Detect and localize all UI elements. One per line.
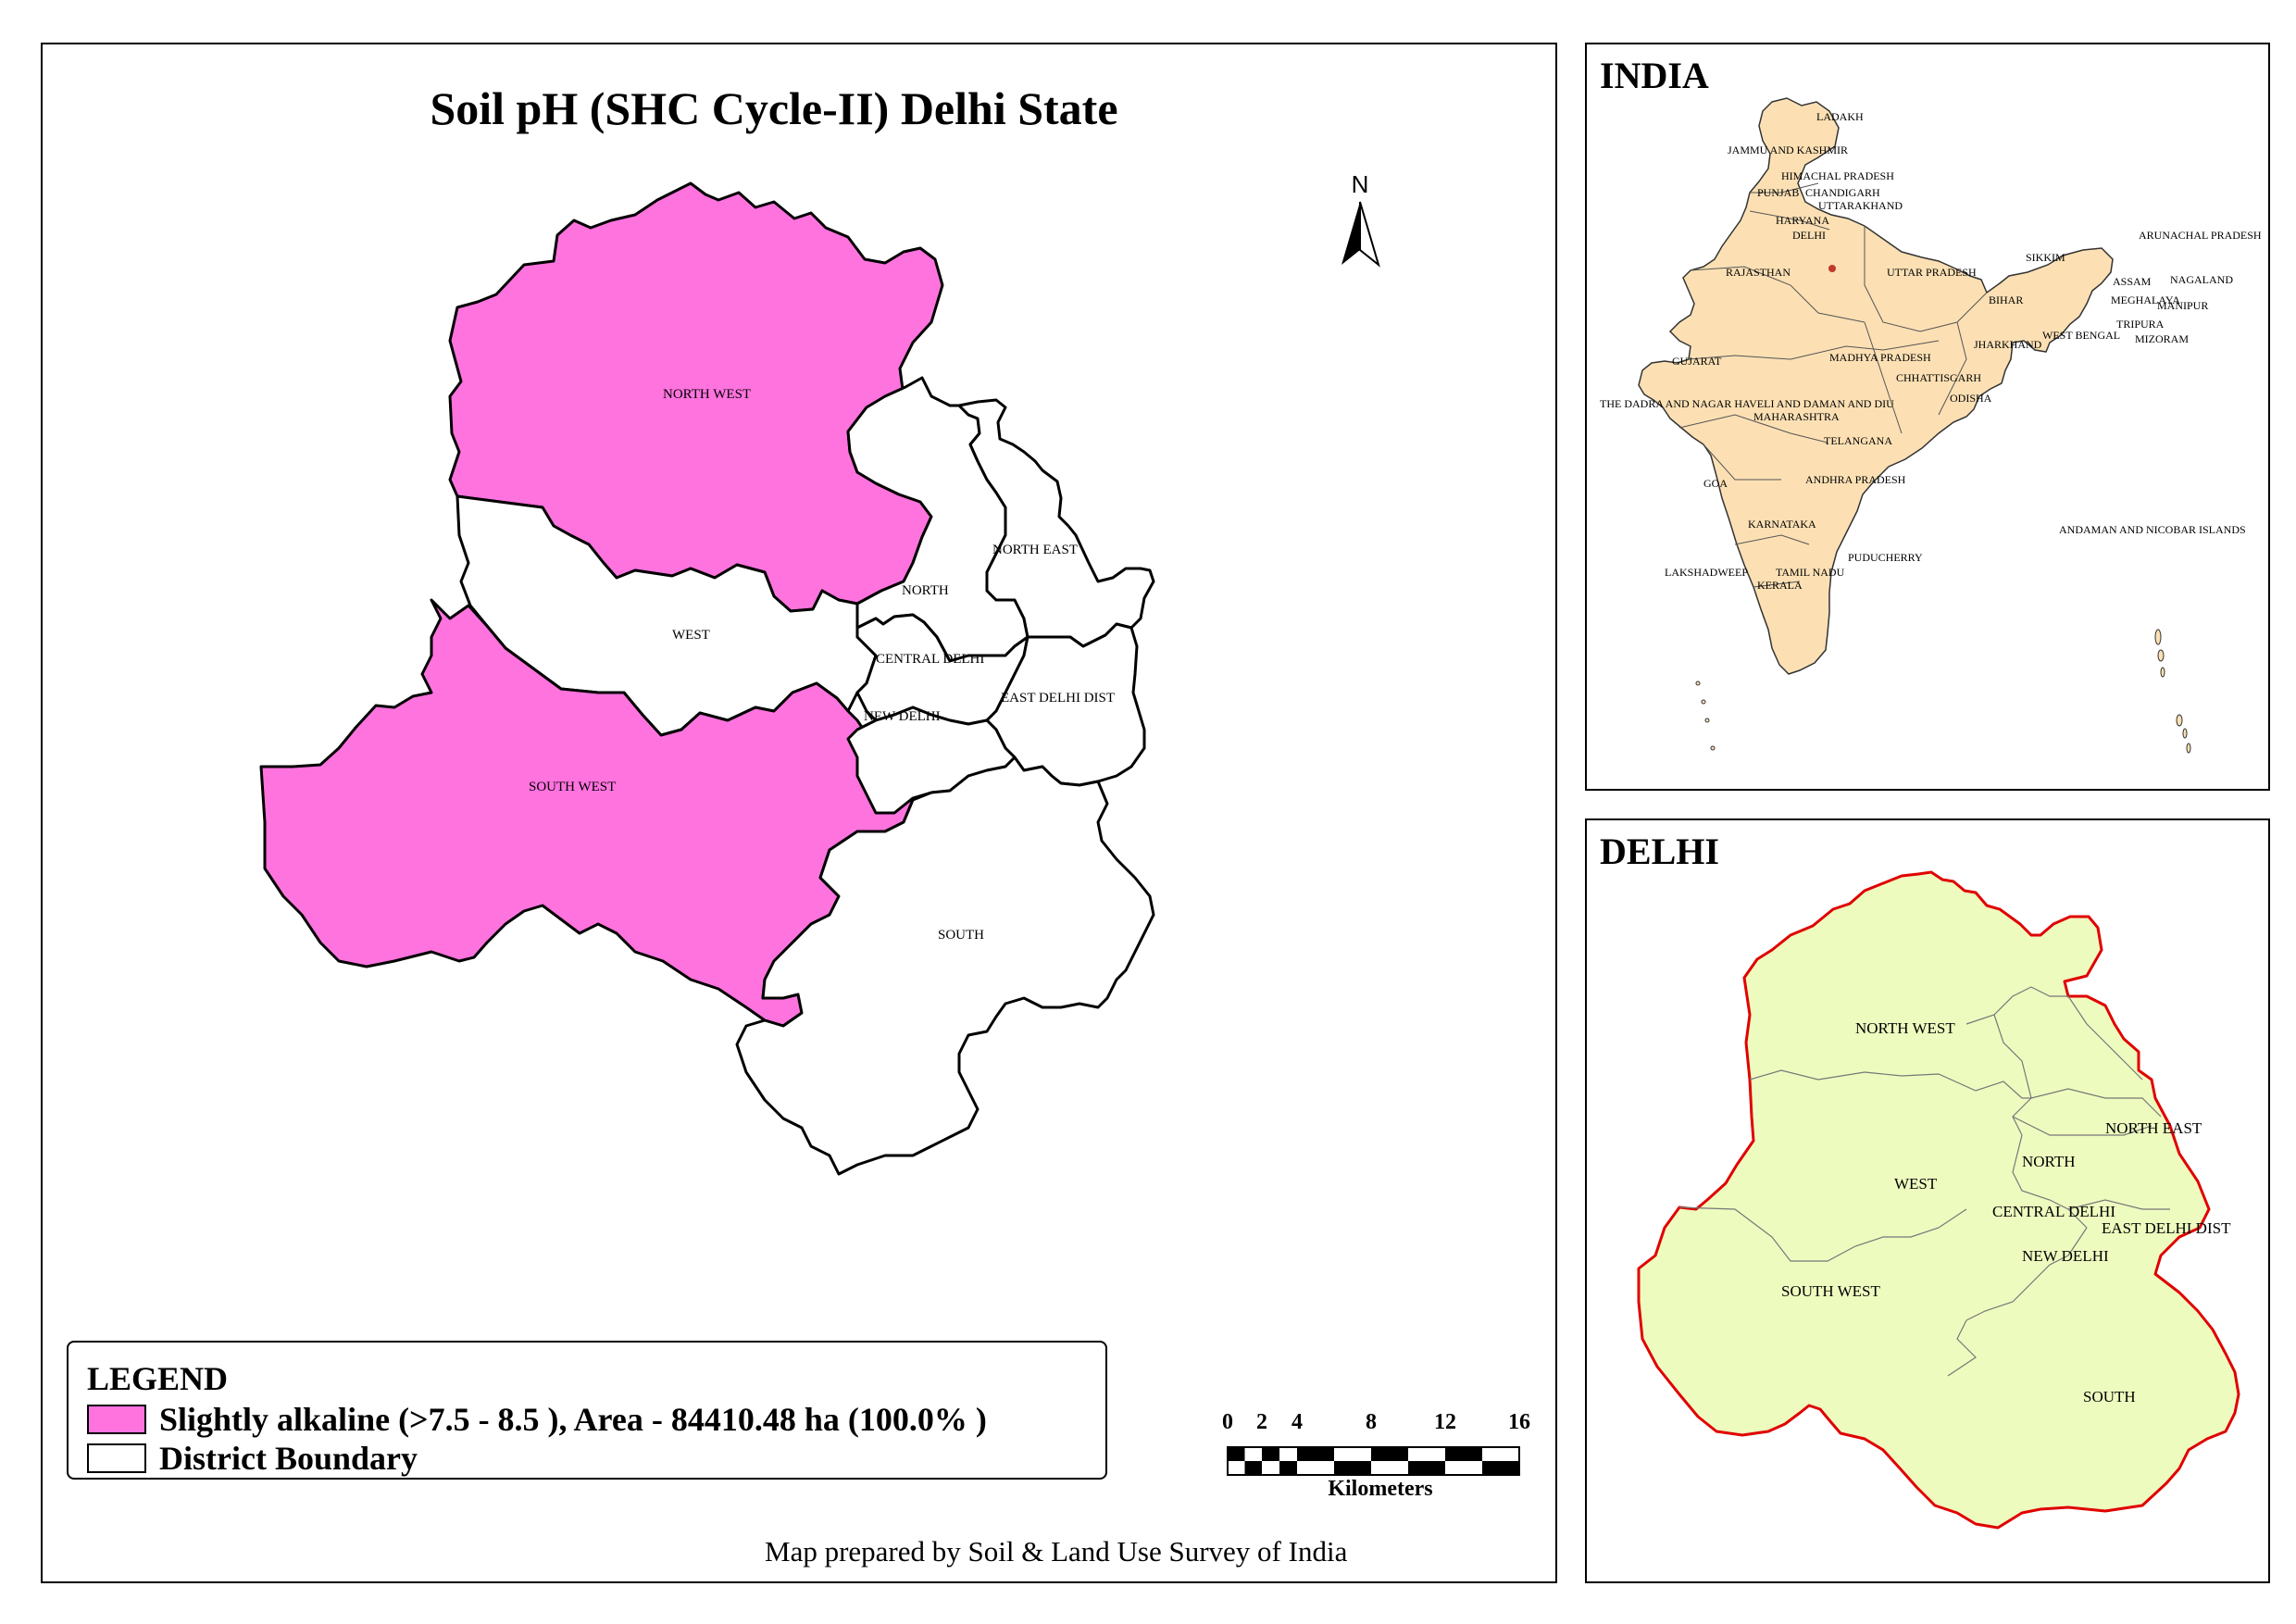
inset-label-east-delhi: EAST DELHI DIST [2102, 1219, 2231, 1237]
state-label-arunachal-pradesh: ARUNACHAL PRADESH [2139, 229, 2262, 242]
andaman-islands [2155, 630, 2190, 753]
map-credit: Map prepared by Soil & Land Use Survey of India [765, 1535, 1348, 1568]
delhi-inset-svg [1587, 820, 2272, 1585]
state-label-maharashtra: MAHARASHTRA [1753, 410, 1840, 423]
map-title: Soil pH (SHC Cycle-II) Delhi State [430, 82, 1118, 134]
state-label-delhi: DELHI [1792, 229, 1826, 242]
state-label-himachal-pradesh: HIMACHAL PRADESH [1781, 169, 1894, 182]
inset-label-central-delhi: CENTRAL DELHI [1992, 1203, 2115, 1220]
state-label-sikkim: SIKKIM [2026, 251, 2065, 264]
state-label-ladakh: LADAKH [1816, 110, 1864, 123]
label-east-delhi: EAST DELHI DIST [1001, 691, 1116, 706]
state-label-karnataka: KARNATAKA [1748, 518, 1816, 531]
inset-label-north-east: NORTH EAST [2105, 1119, 2202, 1137]
state-label-nagaland: NAGALAND [2170, 273, 2233, 286]
legend-swatch-white [87, 1443, 146, 1473]
delhi-marker-icon [1828, 265, 1836, 272]
state-label-jammu-and-kashmir: JAMMU AND KASHMIR [1728, 144, 1849, 156]
state-label-jharkhand: JHARKHAND [1974, 338, 2042, 351]
scale-tick-2: 2 [1256, 1410, 1267, 1434]
state-label-mizoram: MIZORAM [2135, 332, 2190, 345]
inset-label-north: NORTH [2022, 1153, 2076, 1170]
india-outline [1639, 98, 2113, 674]
state-label-uttar-pradesh: UTTAR PRADESH [1887, 266, 1977, 279]
state-label-puducherry: PUDUCHERRY [1848, 551, 1923, 564]
legend [67, 1341, 1107, 1480]
scale-bar [1222, 1410, 1538, 1501]
state-label-tamil-nadu: TAMIL NADU [1776, 566, 1845, 579]
north-label: N [1351, 170, 1369, 198]
legend-title: LEGEND [87, 1360, 229, 1397]
label-north-west: NORTH WEST [663, 387, 752, 402]
inset-label-west: WEST [1894, 1175, 1938, 1193]
state-label-tripura: TRIPURA [2116, 318, 2165, 331]
scale-unit-label: Kilometers [1328, 1477, 1433, 1501]
scale-tick-0: 0 [1222, 1410, 1233, 1434]
legend-label-slightly-alkaline: Slightly alkaline (>7.5 - 8.5 ), Area - 84410.48 ha (100.0% ) [159, 1401, 987, 1438]
state-label-andhra-pradesh: ANDHRA PRADESH [1805, 473, 1906, 486]
inset-label-south: SOUTH [2083, 1388, 2136, 1405]
scale-tick-4: 4 [1292, 1410, 1303, 1434]
state-label-chandigarh: CHANDIGARH [1805, 186, 1880, 199]
state-label-gujarat: GUJARAT [1672, 355, 1722, 368]
delhi-inset-frame [1585, 818, 2270, 1583]
state-label-assam: ASSAM [2113, 275, 2152, 288]
scale-tick-8: 8 [1366, 1410, 1377, 1434]
inset-label-new-delhi: NEW DELHI [2022, 1247, 2109, 1265]
state-label-punjab: PUNJAB [1757, 186, 1800, 199]
state-label-uttarakhand: UTTARAKHAND [1818, 199, 1903, 212]
delhi-inset-title: DELHI [1600, 831, 1719, 872]
north-arrow-icon [1341, 170, 1379, 265]
label-south-west: SOUTH WEST [529, 780, 617, 794]
inset-label-north-west: NORTH WEST [1855, 1019, 1955, 1037]
scale-tick-12: 12 [1434, 1410, 1456, 1434]
label-north-east: NORTH EAST [992, 543, 1079, 557]
state-label-kerala: KERALA [1757, 579, 1803, 592]
label-south: SOUTH [938, 928, 985, 943]
state-label-odisha: ODISHA [1950, 392, 1992, 405]
state-label-west-bengal: WEST BENGAL [2042, 329, 2121, 342]
india-map-svg [1587, 44, 2272, 793]
india-inset-title: INDIA [1600, 55, 1709, 96]
state-label-meghalaya: MEGHALAYA [2111, 294, 2180, 306]
india-inset-frame [1585, 43, 2270, 791]
legend-item-district-boundary [87, 1439, 418, 1478]
state-label-bihar: BIHAR [1989, 294, 2024, 306]
main-map-frame [41, 43, 1557, 1583]
label-new-delhi: NEW DELHI [864, 709, 941, 724]
state-label-manipur: MANIPUR [2157, 299, 2209, 312]
legend-item-slightly-alkaline [87, 1400, 987, 1439]
state-label-chhattisgarh: CHHATTISGARH [1896, 371, 1982, 384]
label-central-delhi: CENTRAL DELHI [876, 652, 985, 667]
state-label-rajasthan: RAJASTHAN [1726, 266, 1791, 279]
delhi-inset-outline [1639, 872, 2239, 1528]
state-label-haryana: HARYANA [1776, 214, 1830, 227]
state-label-andaman-and-nicobar-islands: ANDAMAN AND NICOBAR ISLANDS [2059, 523, 2246, 536]
inset-label-south-west: SOUTH WEST [1781, 1282, 1880, 1300]
lakshadweep-islands [1696, 681, 1715, 750]
label-west: WEST [672, 628, 710, 643]
state-label-lakshadweep: LAKSHADWEEP [1665, 566, 1748, 579]
legend-label-district-boundary: District Boundary [159, 1440, 418, 1477]
scale-tick-16: 16 [1508, 1410, 1530, 1434]
state-label-telangana: TELANGANA [1824, 434, 1892, 447]
state-label-the-dadra-and-nagar-haveli-and-daman-and-diu: THE DADRA AND NAGAR HAVELI AND DAMAN AND DIU [1600, 397, 1894, 410]
legend-swatch-pink [87, 1405, 146, 1434]
state-label-madhya-pradesh: MADHYA PRADESH [1829, 351, 1931, 364]
state-label-goa: GOA [1703, 477, 1728, 490]
label-north: NORTH [902, 583, 949, 598]
